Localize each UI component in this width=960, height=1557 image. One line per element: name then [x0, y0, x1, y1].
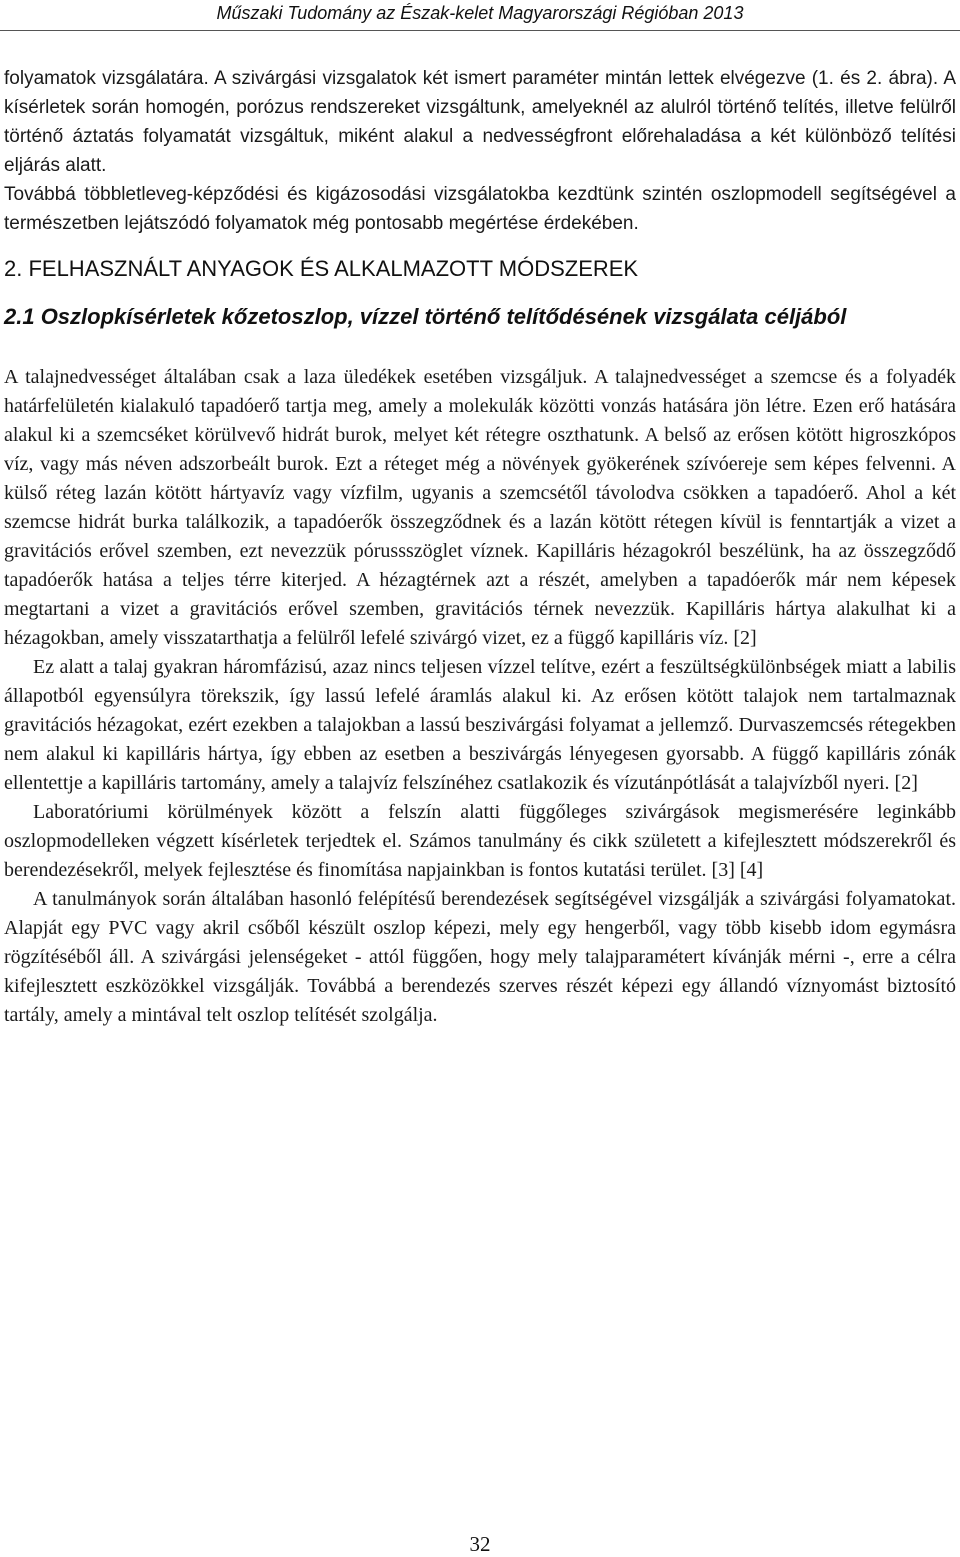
body-paragraph-4: A tanulmányok során általában hasonló felépítésű berendezések segítségével vizsgálják a szivárgási folyamatokat. Alapját egy PVC vagy akril csőből készült oszlop képezi, mely egy hengerből, vagy több kisebb idom egymásra rögzítéséből áll. A szivárgási jelenségeket - attól függően, hogy mely talajparamétert kívánják mérni -, erre a célra kifejlesztett eszközökkel vizsgálják. Továbbá a berendezés szerves részét képezi egy állandó víznyomást biztosító tartály, amely a mintával telt oszlop telítését szolgálja. [4, 888, 956, 1026]
body-paragraph-1: A talajnedvességet általában csak a laza üledékek esetében vizsgáljuk. A talajnedvességet a szemcse és a folyadék határfelületén kialakuló tapadóerő tartja meg, amely a molekulák közötti vonzás hatására jön létre. Ezen erő hatására alakul ki a szemcséket körülvevő hidrát burok, melyet két rétegre oszthatunk. A belső az erősen kötött higroszkópos víz, vagy más néven adszorbeált burok. Ezt a réteget még a növények gyökerének szívóereje sem képes felvenni. A külső réteg lazán kötött hártyavíz vagy vízfilm, ugyanis a szemcsétől távolodva csökken a tapadóerő. Ahol a két szemcse hidrát burka találkozik, a tapadóerők összegződnek és a lazán kötött rétegen kívül is fenntartják a vizet a gravitációs erővel szemben, ezt nevezzük pórussszöglet víznek. Kapilláris hézagokról beszélünk, ha az összegződő tapadóerők hatása a teljes térre kiterjed. A hézagtérnek azt a részét, amelyben a tapadóerők már nem képesek megtartani a vizet a gravitációs erővel szemben, gravitációs térnek nevezzük. Kapilláris hártya alakulhat ki a hézagokban, amely visszatarthatja a felülről lefelé szivárgó vizet, ez a függő kapilláris víz. [2] [4, 366, 956, 649]
running-header: Műszaki Tudomány az Észak-kelet Magyarországi Régióban 2013 [216, 3, 744, 23]
body-paragraph-2: Ez alatt a talaj gyakran háromfázisú, azaz nincs teljesen vízzel telítve, ezért a feszültségkülönbségek miatt a labilis állapotból egyensúlyra törekszik, így lassú lefelé áramlás alakul ki. Az erősen kötött talajok nem tartalmaznak gravitációs hézagokat, ezért ezekben a talajokban a lassú beszivárgási folyamat a jellemző. Durvaszemcsés rétegekben nem alakul ki kapilláris hártya, így ebben az esetben a beszivárgás lényegesen gyorsabb. A függő kapilláris zónák ellentettje a kapilláris tartomány, amely a talajvíz felszínéhez csatlakozik és vízutánpótlását a talajvízből nyeri. [2] [4, 656, 956, 794]
page-body [4, 64, 956, 1030]
subsection-heading: 2.1 Oszlopkísérletek kőzetoszlop, vízzel történő telítődésének vizsgálata céljából [4, 304, 847, 329]
intro-paragraph-2: Továbbá többletleveg-képződési és kigázosodási vizsgálatokba kezdtünk szintén oszlopmodell segítségével a természetben lejátszódó folyamatok még pontosabb megértése érdekében. [4, 184, 956, 234]
section-heading: 2. FELHASZNÁLT ANYAGOK ÉS ALKALMAZOTT MÓDSZEREK [4, 256, 639, 281]
intro-paragraph: folyamatok vizsgálatára. A szivárgási vizsgalatok két ismert paraméter mintán lettek elvégezve (1. és 2. ábra). A kísérletek során homogén, porózus rendszereket vizsgáltunk, amelyeknél az alulról történő telítés, illetve felülről történő áztatás folyamatát vizsgáltuk, miként alakul a nedvességfront előrehaladása a két különböző telítési eljárás alatt. [4, 68, 956, 176]
page-number: 32 [469, 1532, 491, 1556]
header-divider [0, 30, 960, 31]
body-paragraph-3: Laboratóriumi körülmények között a felszín alatti függőleges szivárgások megismerésére leginkább oszlopmodelleken végzett kísérletek terjedtek el. Számos tanulmány és cikk született a kifejlesztett módszerekről és berendezésekről, melyek fejlesztése és finomítása napjainkban is fontos kutatási terület. [3] [4] [4, 801, 956, 881]
